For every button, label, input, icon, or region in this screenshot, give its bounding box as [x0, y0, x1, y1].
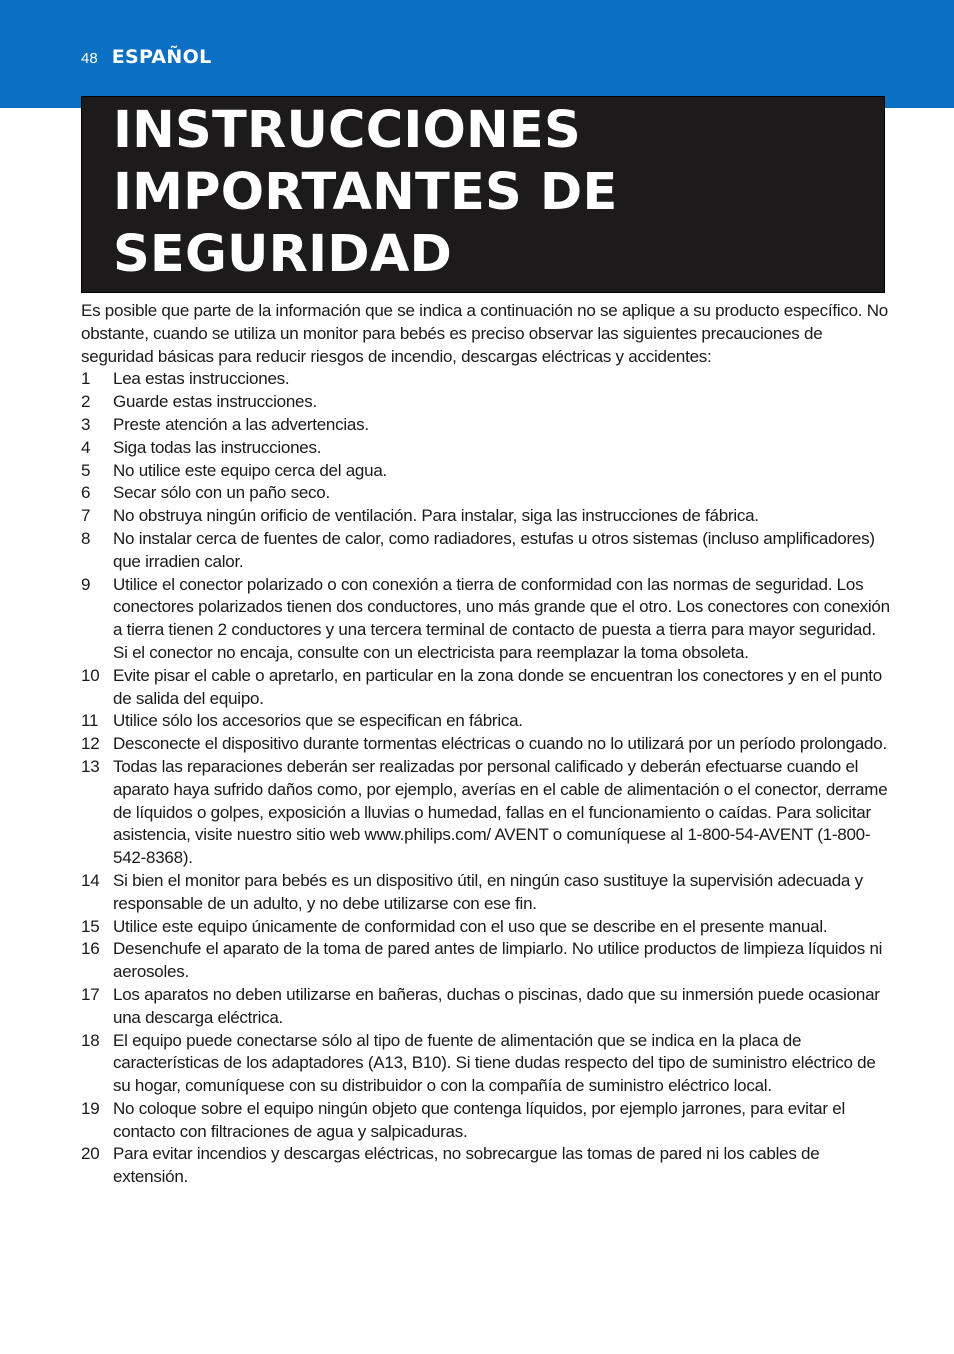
list-item: [81, 710, 891, 733]
intro-paragraph: Es posible que parte de la información que se indica a continuación no se aplique a su producto específico. No obstante, cuando se utiliza un monitor para bebés es preciso observar las siguientes precauciones de seguridad básicas para reducir riesgos de incendio, descargas eléctricas y accidentes:: [81, 301, 888, 366]
list-item-number: 3: [81, 414, 91, 434]
list-item: [81, 368, 891, 391]
list-item-text: Utilice este equipo únicamente de conformidad con el uso que se describe en el presente manual.: [113, 916, 828, 936]
list-item-text: Guarde estas instrucciones.: [113, 392, 317, 412]
list-item: [81, 984, 891, 1030]
list-item-text: Todas las reparaciones deberán ser realizadas por personal calificado y deberán efectuarse cuando el aparato haya sufrido daños como, por ejemplo, averías en el cable de alimentación o el conector, derrame de líquidos o golpes, exposición a lluvias o humedad, fallas en el funcionamiento o caídas. Para solicitar asistencia, visite nuestro sitio web www.philips.com/ AVENT o comuníquese al 1-800-54-AVENT (1-800-542-8368).: [113, 756, 888, 868]
list-item-text: Lea estas instrucciones.: [113, 369, 290, 389]
list-item-text: Desenchufe el aparato de la toma de pared antes de limpiarlo. No utilice productos de limpieza líquidos ni aerosoles.: [113, 939, 883, 982]
list-item-text: Los aparatos no deben utilizarse en bañeras, duchas o piscinas, dado que su inmersión puede ocasionar una descarga eléctrica.: [113, 984, 880, 1027]
list-item-text: Para evitar incendios y descargas eléctricas, no sobrecargue las tomas de pared ni los cables de extensión.: [113, 1144, 820, 1187]
list-item: [81, 938, 891, 984]
list-item-number: 7: [81, 506, 91, 526]
list-item: [81, 482, 891, 505]
list-item: [81, 1143, 891, 1189]
list-item: [81, 574, 891, 665]
list-item: [81, 733, 891, 756]
list-item-number: 18: [81, 1030, 100, 1050]
list-item-number: 19: [81, 1098, 100, 1118]
list-item-number: 15: [81, 916, 100, 936]
list-item-text: No coloque sobre el equipo ningún objeto que contenga líquidos, por ejemplo jarrones, para evitar el contacto con filtraciones de agua y salpicaduras.: [113, 1098, 846, 1141]
title-box: [81, 96, 885, 293]
list-item-text: Secar sólo con un paño seco.: [113, 483, 330, 503]
list-item-number: 20: [81, 1144, 100, 1164]
list-item-number: 8: [81, 528, 91, 548]
list-item-number: 5: [81, 460, 91, 480]
list-item: [81, 1030, 891, 1098]
safety-instructions-list: [81, 368, 891, 1189]
page-title-line: INSTRUCCIONES: [113, 101, 581, 160]
list-item-number: 2: [81, 392, 91, 412]
page-number: 48: [81, 50, 98, 67]
list-item-number: 16: [81, 939, 100, 959]
list-item-number: 4: [81, 437, 91, 457]
list-item-text: Si bien el monitor para bebés es un dispositivo útil, en ningún caso sustituye la supervisión adecuada y responsable de un adulto, y no debe utilizarse con ese fin.: [113, 870, 863, 913]
list-item: [81, 505, 891, 528]
list-item-text: No instalar cerca de fuentes de calor, como radiadores, estufas u otros sistemas (incluso amplificadores) que irradien calor.: [113, 528, 875, 571]
page-title-line: IMPORTANTES DE: [113, 163, 618, 222]
page-title: [113, 100, 618, 286]
list-item: [81, 414, 891, 437]
list-item-text: El equipo puede conectarse sólo al tipo de fuente de alimentación que se indica en la placa de características de los adaptadores (A13, B10). Si tiene dudas respecto del tipo de suministro eléctrico de su hogar, comuníquese con su distribuidor o con la compañía de suministro eléctrico local.: [113, 1030, 876, 1096]
section-label: ESPAÑOL: [111, 46, 212, 68]
list-item: [81, 437, 891, 460]
list-item-number: 12: [81, 734, 100, 754]
list-item-text: No utilice este equipo cerca del agua.: [113, 460, 388, 480]
list-item-number: 17: [81, 984, 100, 1004]
list-item-number: 13: [81, 756, 100, 776]
list-item-text: Evite pisar el cable o apretarlo, en particular en la zona donde se encuentran los conectores y en el punto de salida del equipo.: [113, 665, 882, 708]
list-item-number: 14: [81, 870, 100, 890]
list-item-number: 11: [81, 711, 99, 731]
list-item: [81, 391, 891, 414]
list-item-number: 1: [81, 369, 91, 389]
main-content: [81, 300, 891, 1189]
list-item: [81, 665, 891, 711]
list-item-number: 10: [81, 665, 100, 685]
list-item: [81, 1098, 891, 1144]
page-header: [81, 46, 212, 74]
list-item-text: Desconecte el dispositivo durante tormentas eléctricas o cuando no lo utilizará por un período prolongado.: [113, 734, 887, 754]
list-item-text: Siga todas las instrucciones.: [113, 437, 322, 457]
list-item: [81, 916, 891, 939]
list-item: [81, 756, 891, 870]
list-item-number: 6: [81, 483, 91, 503]
page-title-line: SEGURIDAD: [113, 225, 453, 284]
list-item-text: No obstruya ningún orificio de ventilación. Para instalar, siga las instrucciones de fábrica.: [113, 506, 759, 526]
list-item-text: Utilice el conector polarizado o con conexión a tierra de conformidad con las normas de seguridad. Los conectores polarizados tienen dos conductores, uno más grande que el otro. Los conectores con conexión a tierra tienen 2 conductores y una tercera terminal de contacto de puesta a tierra para mayor seguridad. Si el conector no encaja, consulte con un electricista para reemplazar la toma obsoleta.: [113, 574, 890, 662]
list-item-text: Preste atención a las advertencias.: [113, 414, 369, 434]
list-item-number: 9: [81, 574, 91, 594]
list-item: [81, 528, 891, 574]
list-item: [81, 870, 891, 916]
list-item: [81, 460, 891, 483]
list-item-text: Utilice sólo los accesorios que se especifican en fábrica.: [113, 711, 523, 731]
